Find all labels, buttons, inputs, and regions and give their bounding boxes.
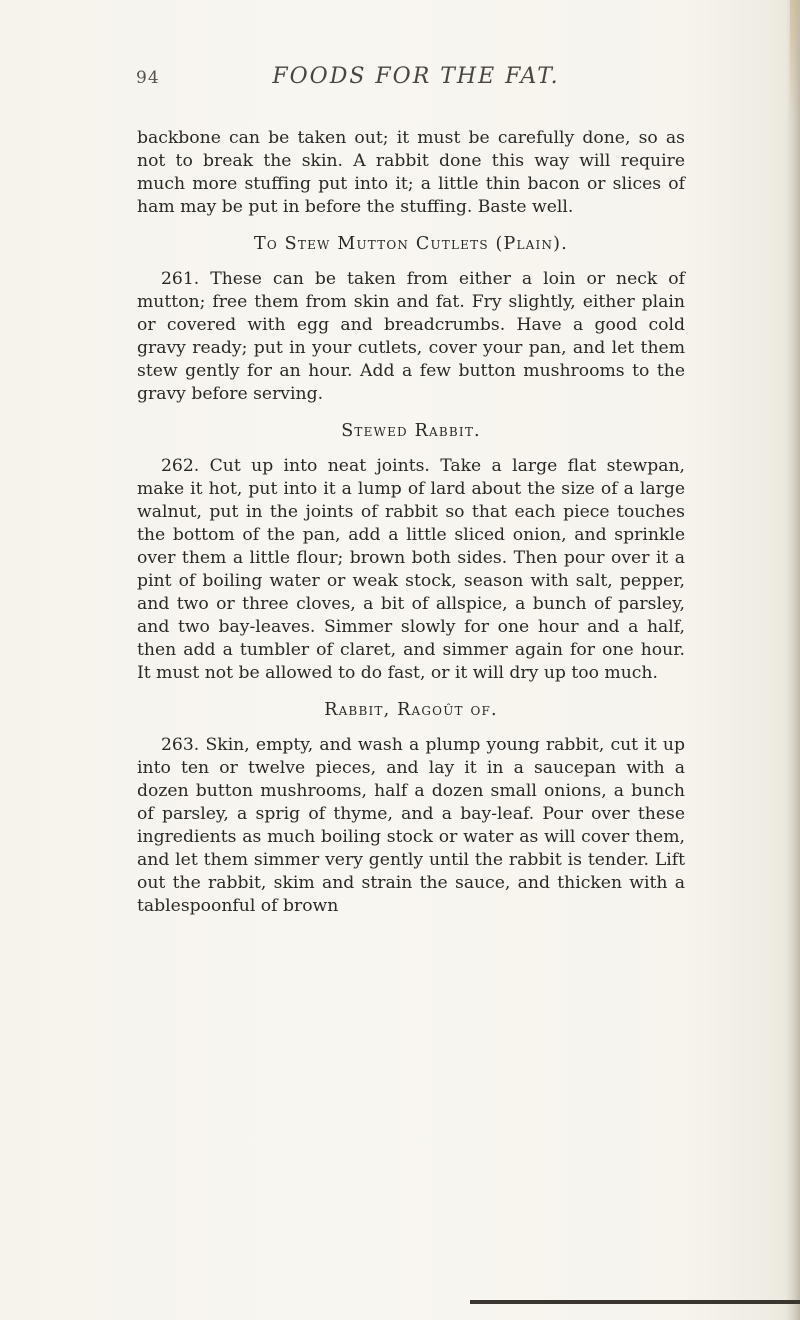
recipe-paragraph-261: [137, 268, 685, 406]
section-heading-rabbit-ragout: Rabbit, Ragoût of.: [324, 700, 498, 720]
running-title: FOODS FOR THE FAT.: [272, 64, 560, 89]
paragraph-text: Skin, empty, and wash a plump young rabbit, cut it up into ten or twelve pieces, and lay it in a saucepan with a dozen button mushrooms, half a dozen small onions, a bunch of parsley, a sprig of thyme, and a bay-leaf. Pour over these ingredients as much boiling stock or water as will cover them, and let them simmer very gently until the rabbit is tender. Lift out the rabbit, skim and strain the sauce, and thicken with a tablespoonful of brown: [137, 735, 685, 916]
continuation-paragraph: backbone can be taken out; it must be carefully done, so as not to break the skin. A rabbit done this way will require much more stuffing put into it; a little thin bacon or slices of ham may be put in before the stuffing. Baste well.: [137, 128, 685, 217]
recipe-paragraph-263: [137, 734, 685, 918]
page-edge-stain: [790, 0, 798, 120]
paragraph-number: 261.: [161, 269, 200, 289]
page-body: [137, 127, 685, 918]
paragraph-number: 263.: [161, 735, 200, 755]
page-header: [136, 64, 696, 100]
section-heading-mutton-cutlets: To Stew Mutton Cutlets (Plain).: [254, 234, 568, 254]
section-heading-stewed-rabbit: Stewed Rabbit.: [341, 421, 481, 441]
page-bottom-rule: [470, 1300, 800, 1304]
paragraph-number: 262.: [161, 456, 200, 476]
page-edge-shadow: [786, 0, 800, 1320]
paragraph-text: Cut up into neat joints. Take a large flat stewpan, make it hot, put into it a lump of lard about the size of a large walnut, put in the joints of rabbit so that each piece touches the bottom of the pan, add a little sliced onion, and sprinkle over them a little flour; brown both sides. Then pour over it a pint of boiling water or weak stock, season with salt, pepper, and two or three cloves, a bit of allspice, a bunch of parsley, and two bay-leaves. Simmer slowly for one hour and a half, then add a tumbler of claret, and simmer again for one hour. It must not be allowed to do fast, or it will dry up too much.: [137, 456, 686, 683]
paragraph-text: These can be taken from either a loin or neck of mutton; free them from skin and fat. Fry slightly, either plain or covered with egg and breadcrumbs. Have a good cold gravy ready; put in your cutlets, cover your pan, and let them stew gently for an hour. Add a few button mushrooms to the gravy before serving.: [137, 269, 685, 404]
page-number: 94: [136, 68, 160, 88]
recipe-paragraph-262: [137, 455, 685, 685]
